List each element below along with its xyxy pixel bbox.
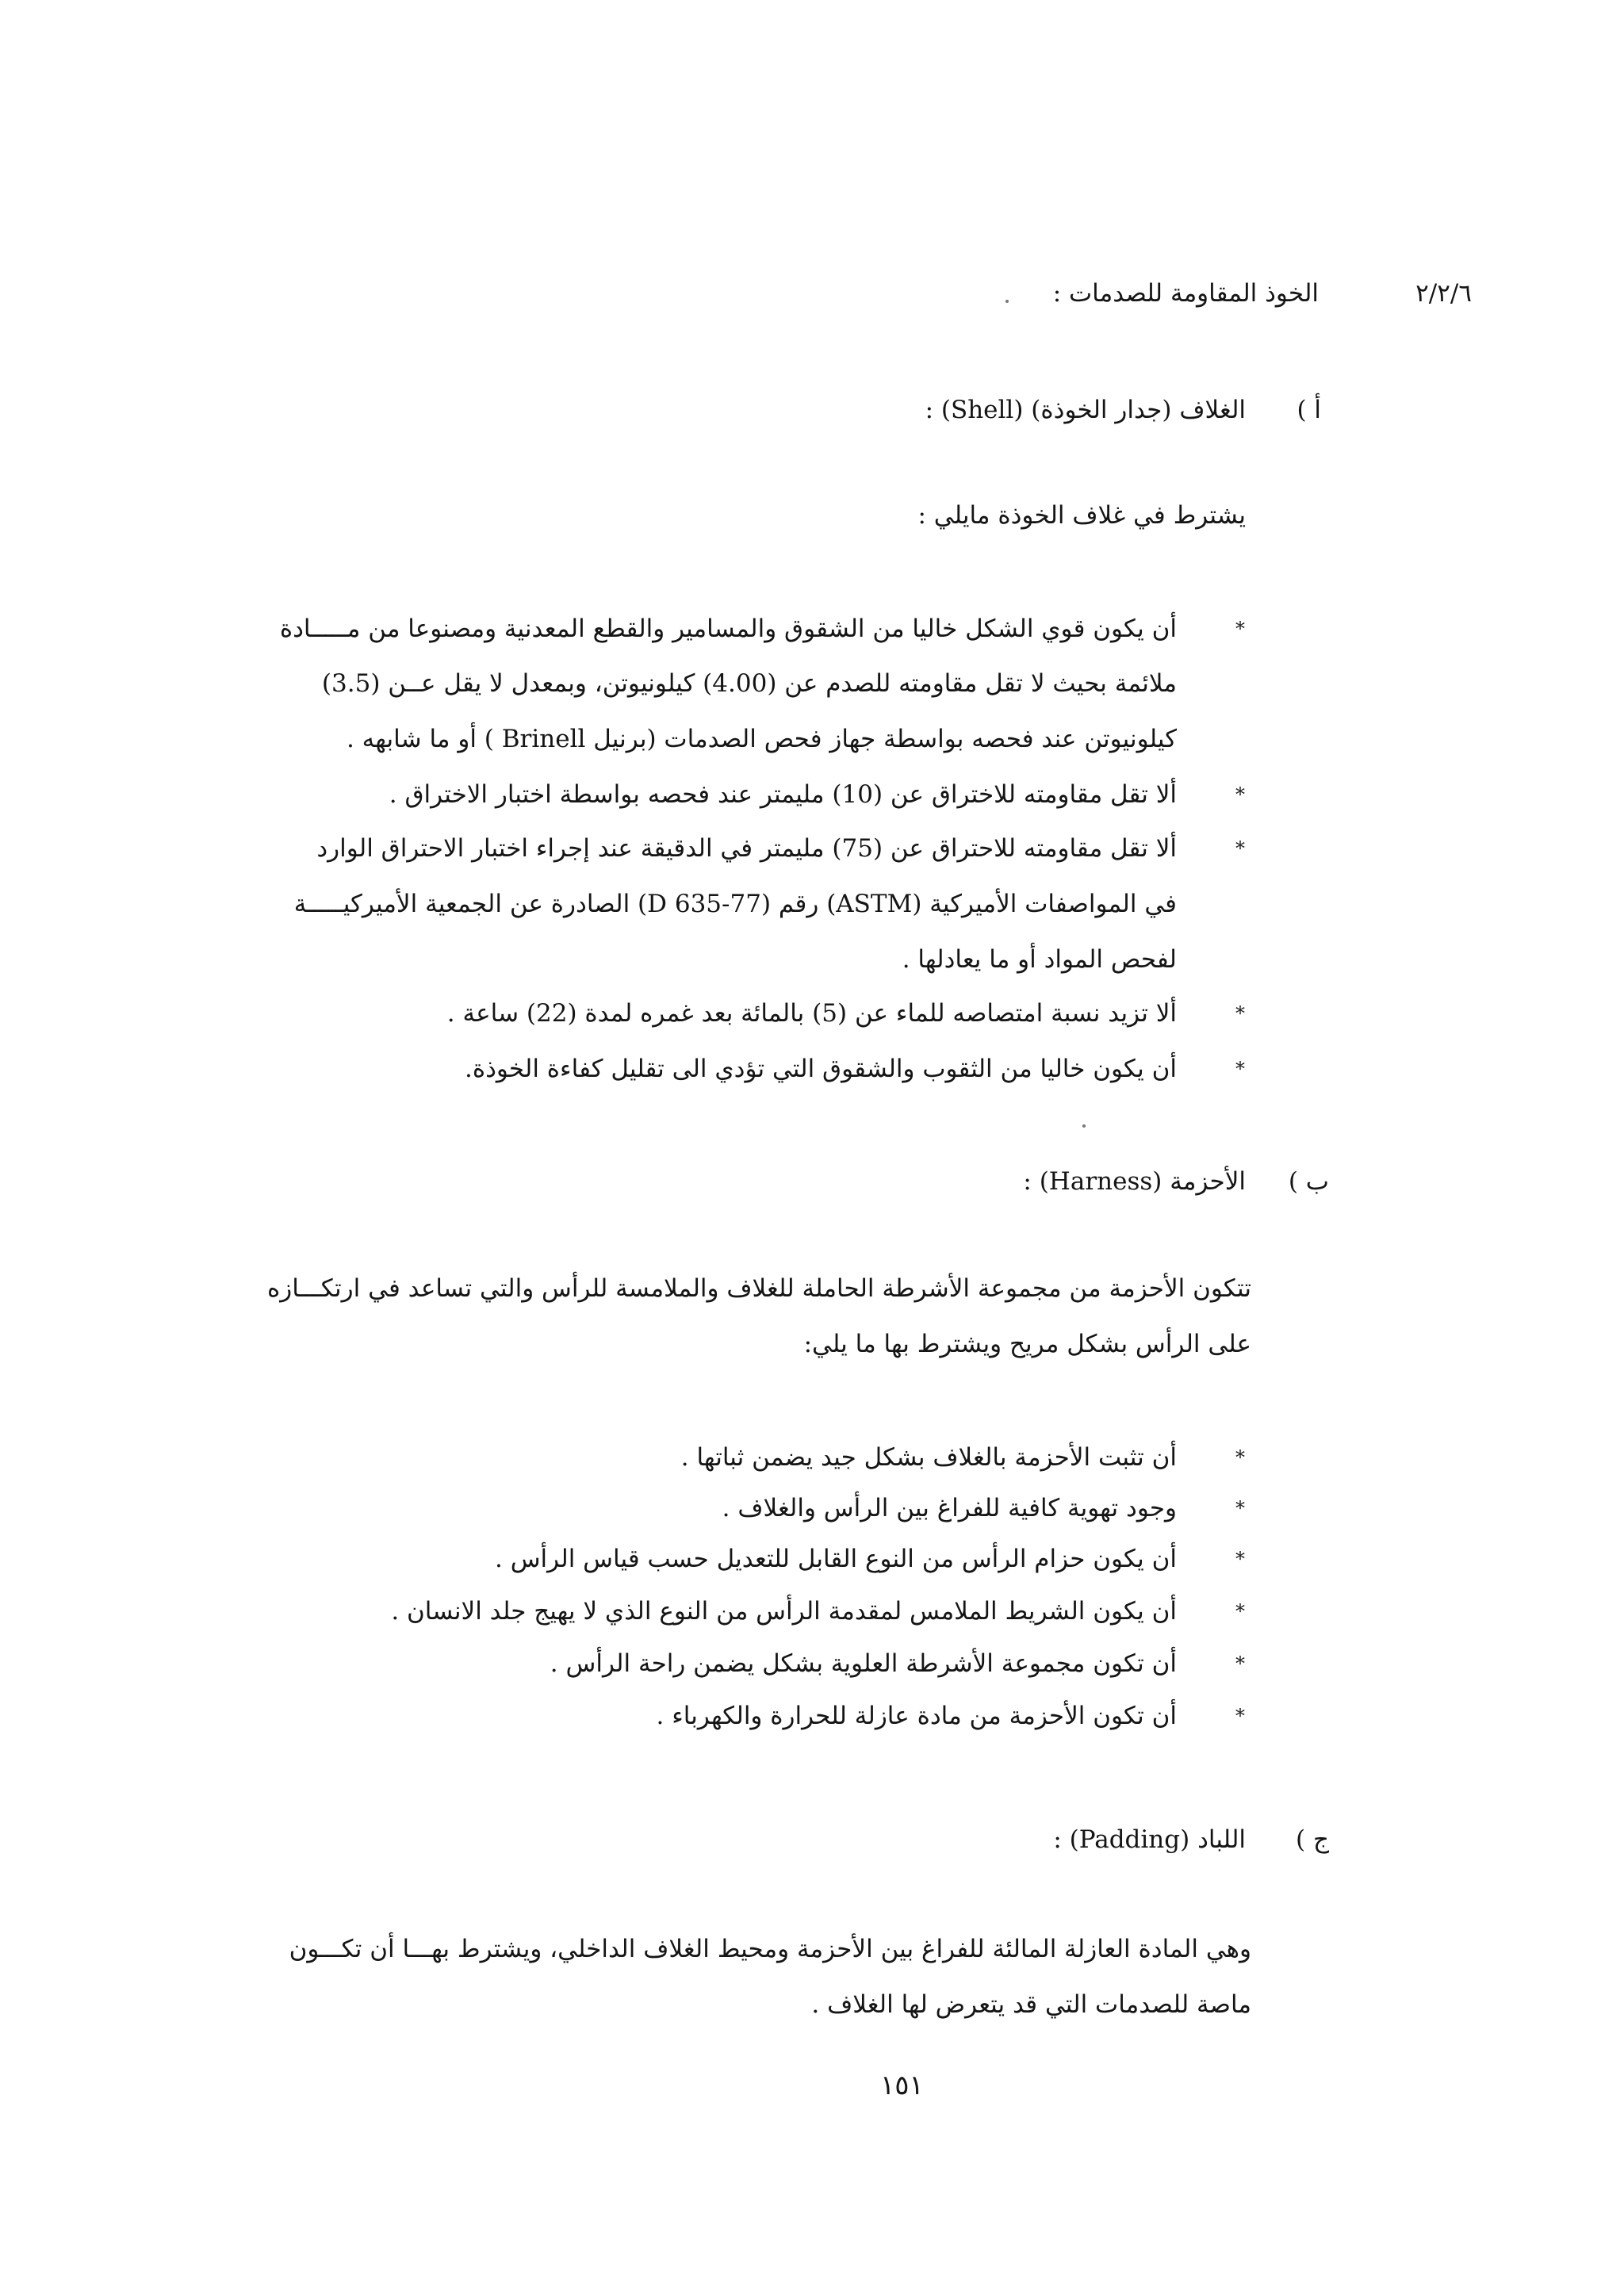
section-number: ٢/٢/٦ <box>1415 279 1472 308</box>
shell-letter: أ ) <box>1297 396 1321 424</box>
shell-item-4-line-1: ألا تزيد نسبة امتصاصه للماء عن (5) بالمائة بعد غمره لمدة (22) ساعة . <box>446 999 1177 1028</box>
shell-item-1-line-2: ملائمة بحيث لا تقل مقاومته للصدم عن (4.00) كيلونيوتن، وبمعدل لا يقل عــن (3.5) <box>321 669 1177 698</box>
bullet-icon: * <box>1235 1497 1245 1519</box>
harness-intro-line-1: تتكون الأحزمة من مجموعة الأشرطة الحاملة للغلاف والملامسة للرأس والتي تساعد في ارتكـــازه <box>267 1274 1251 1303</box>
bullet-icon: * <box>1235 1002 1245 1024</box>
harness-item-2: وجود تهوية كافية للفراغ بين الرأس والغلاف . <box>722 1494 1177 1522</box>
bullet-icon: * <box>1235 783 1245 806</box>
stray-mark <box>1082 1124 1086 1128</box>
harness-item-4: أن يكون الشريط الملامس لمقدمة الرأس من النوع الذي لا يهيج جلد الانسان . <box>391 1597 1177 1626</box>
harness-intro-line-2: على الرأس بشكل مريح ويشترط بها ما يلي: <box>803 1330 1251 1358</box>
harness-heading: الأحزمة (Harness) : <box>1023 1167 1246 1196</box>
shell-item-3-line-2: في المواصفات الأميركية (ASTM) رقم (D 635-77) الصادرة عن الجمعية الأميركيـــــة <box>293 890 1177 918</box>
harness-item-3: أن يكون حزام الرأس من النوع القابل للتعديل حسب قياس الرأس . <box>495 1545 1177 1573</box>
harness-item-6: أن تكون الأحزمة من مادة عازلة للحرارة والكهرباء . <box>656 1702 1177 1730</box>
harness-letter: ب ) <box>1288 1167 1329 1196</box>
bullet-icon: * <box>1235 1548 1245 1570</box>
harness-item-1: أن تثبت الأحزمة بالغلاف بشكل جيد يضمن ثباتها . <box>680 1443 1177 1472</box>
stray-mark <box>1005 300 1009 303</box>
shell-item-2-line-1: ألا تقل مقاومته للاختراق عن (10) مليمتر عند فحصه بواسطة اختبار الاختراق . <box>389 780 1177 809</box>
shell-item-3-line-1: ألا تقل مقاومته للاحتراق عن (75) مليمتر في الدقيقة عند إجراء اختبار الاحتراق الوارد <box>316 834 1177 863</box>
bullet-icon: * <box>1235 1705 1245 1727</box>
bullet-icon: * <box>1235 1446 1245 1469</box>
harness-item-5: أن تكون مجموعة الأشرطة العلوية بشكل يضمن راحة الرأس . <box>550 1649 1177 1678</box>
shell-intro: يشترط في غلاف الخوذة مايلي : <box>917 501 1246 530</box>
section-title: الخوذ المقاومة للصدمات : <box>1052 279 1319 308</box>
shell-item-3-line-3: لفحص المواد أو ما يعادلها . <box>902 945 1177 974</box>
bullet-icon: * <box>1235 1600 1245 1622</box>
padding-body-line-1: وهي المادة العازلة المالئة للفراغ بين الأحزمة ومحيط الغلاف الداخلي، ويشترط بهـــا أن تكـــون <box>289 1935 1251 1963</box>
shell-heading: الغلاف (جدار الخوذة) (Shell) : <box>925 396 1246 424</box>
shell-item-5-line-1: أن يكون خاليا من الثقوب والشقوق التي تؤدي الى تقليل كفاءة الخوذة. <box>464 1055 1177 1083</box>
padding-heading: اللباد (Padding) : <box>1053 1825 1246 1854</box>
shell-item-1-line-1: أن يكون قوي الشكل خاليا من الشقوق والمسامير والقطع المعدنية ومصنوعا من مـــــادة <box>279 615 1177 643</box>
padding-body-line-2: ماصة للصدمات التي قد يتعرض لها الغلاف . <box>811 1990 1251 2019</box>
shell-item-1-line-3: كيلونيوتن عند فحصه بواسطة جهاز فحص الصدمات (برنيل Brinell ) أو ما شابهه . <box>346 725 1177 753</box>
bullet-icon: * <box>1235 1058 1245 1080</box>
bullet-icon: * <box>1235 618 1245 640</box>
page-number: ١٥١ <box>880 2070 924 2101</box>
padding-letter: ج ) <box>1296 1825 1329 1854</box>
bullet-icon: * <box>1235 1653 1245 1675</box>
bullet-icon: * <box>1235 837 1245 860</box>
